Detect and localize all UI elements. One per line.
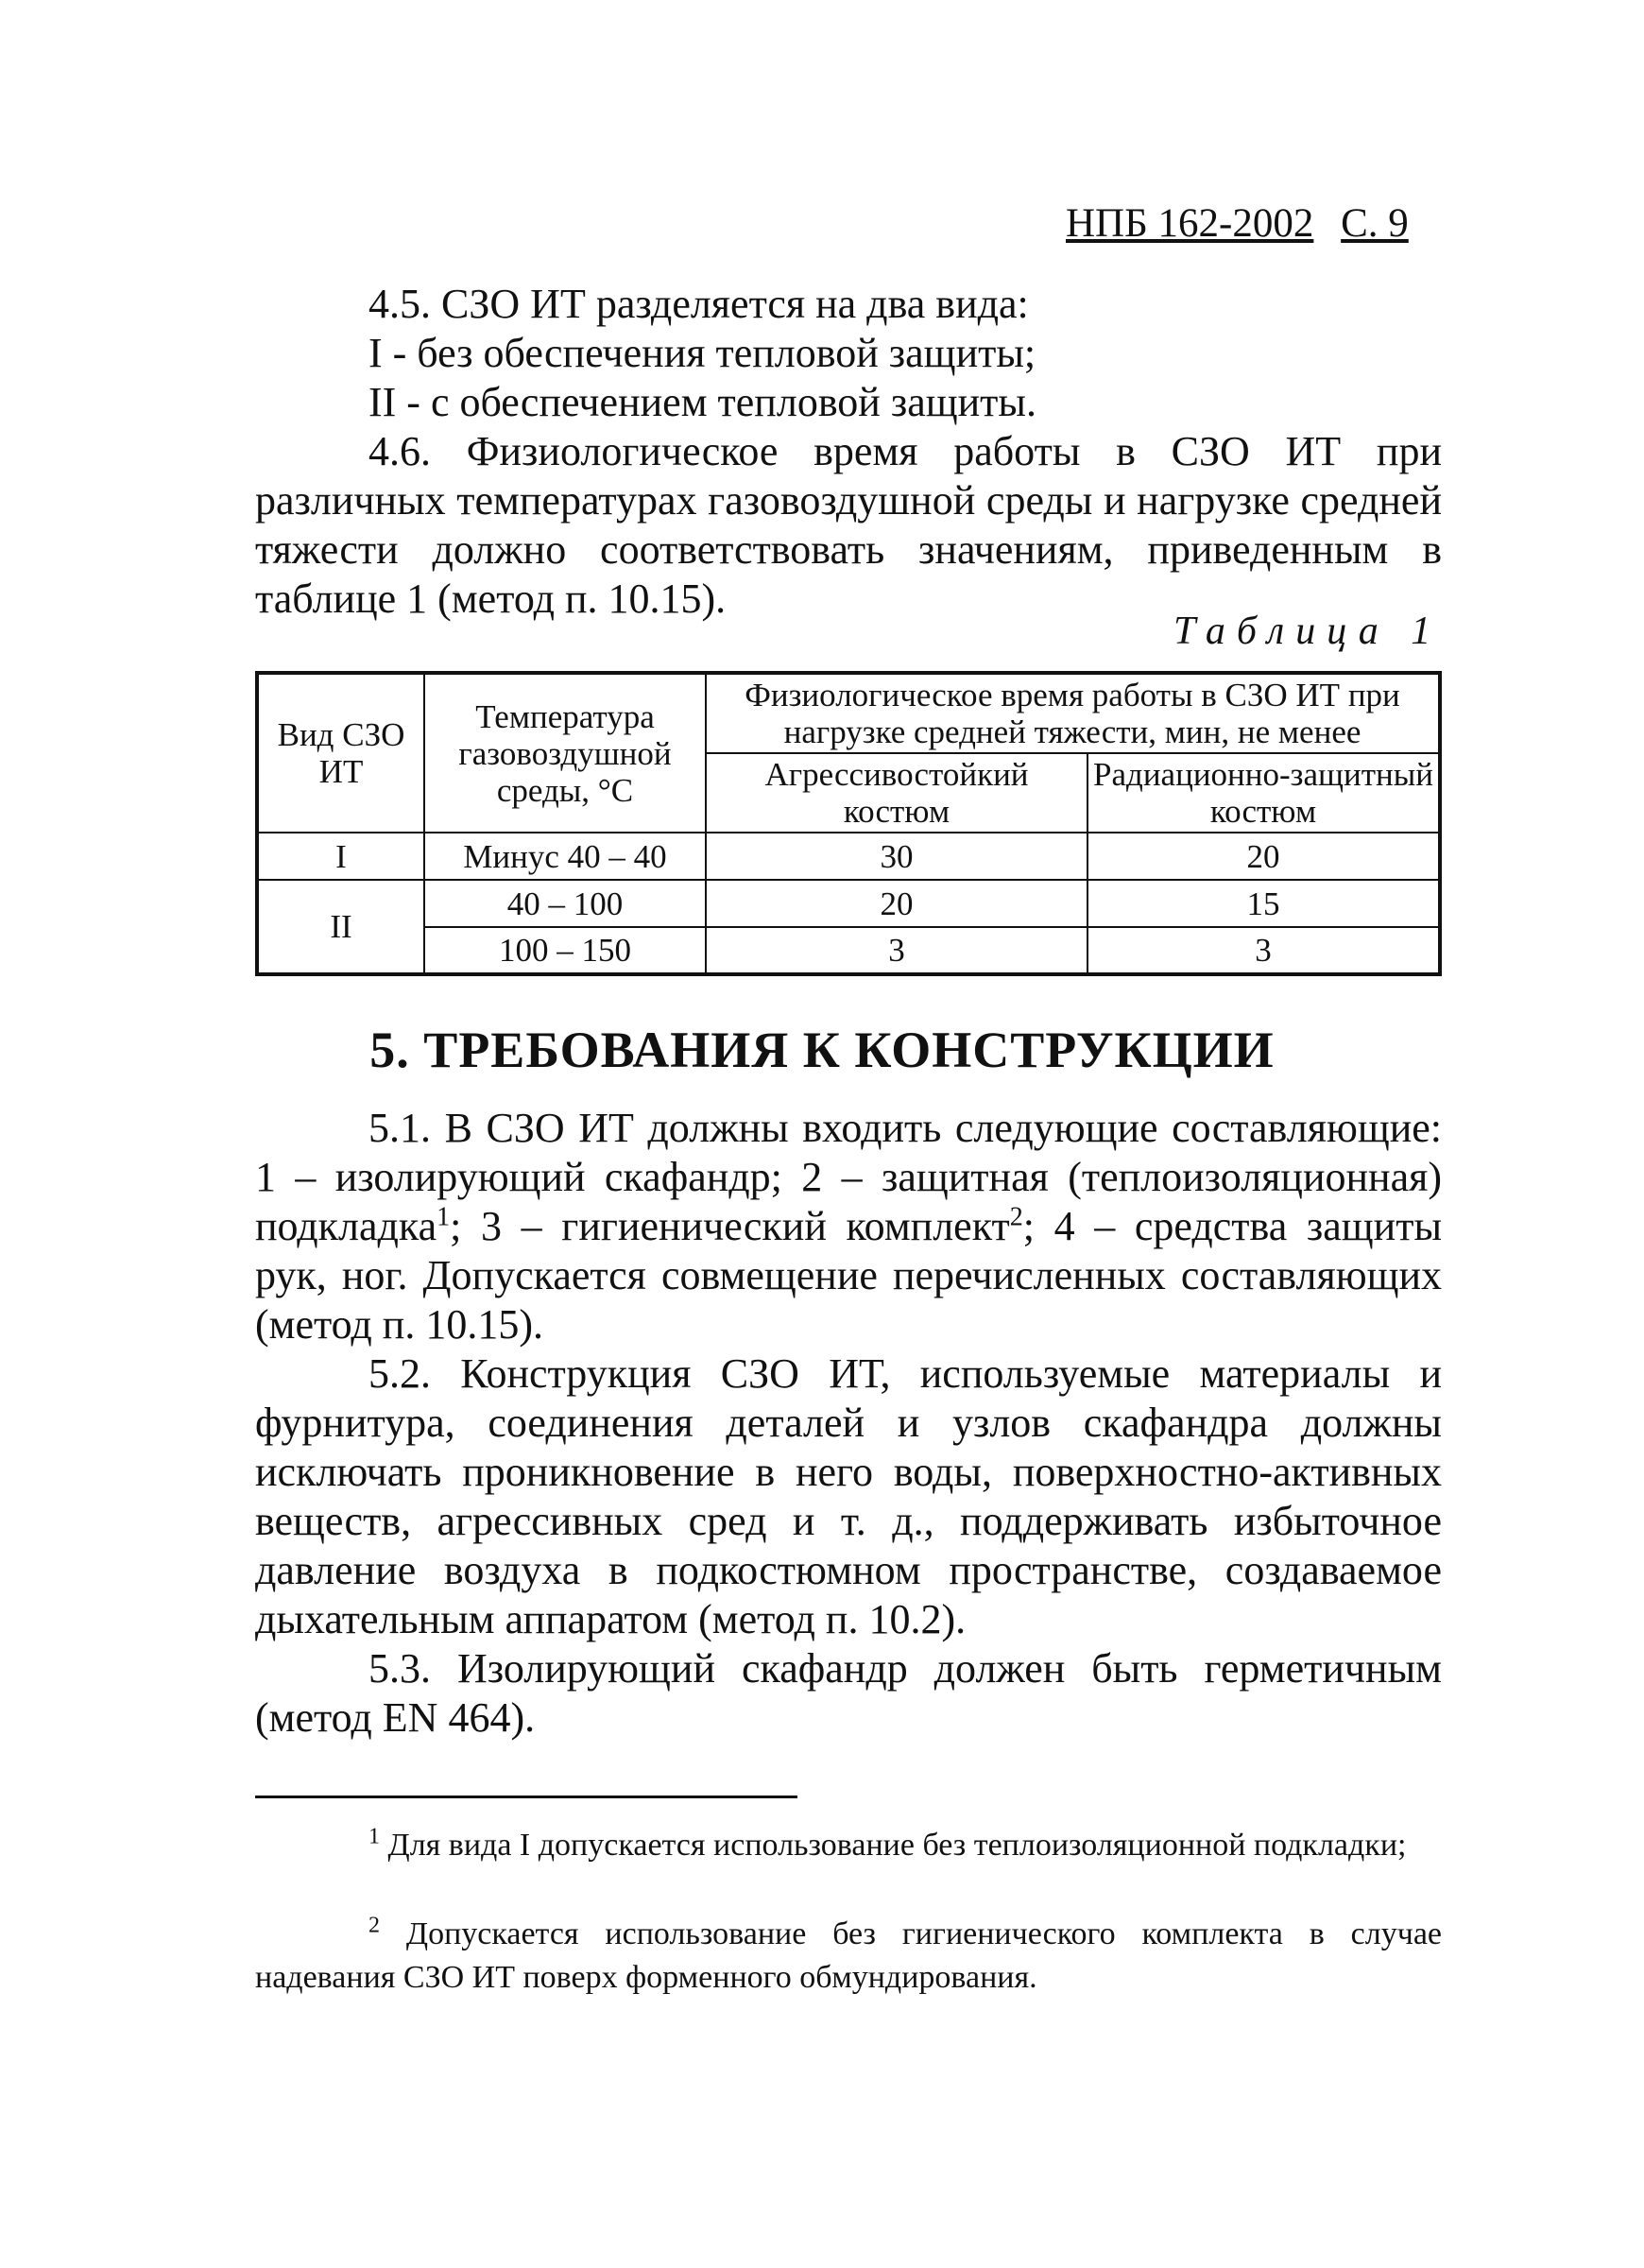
cell-type: II [257,880,424,974]
table-row [257,880,1440,927]
paragraph-5-1 [255,1104,1442,1349]
paragraph-5-3-text: 5.3. Изолирующий скафандр должен быть герметичным (метод EN 464). [255,1645,1442,1741]
cell-rad: 15 [1087,880,1440,927]
table-row [257,927,1440,974]
cell-rad: 20 [1087,833,1440,880]
footnote-ref: 1 [437,1202,451,1232]
footnote-mark: 1 [368,1824,380,1849]
footnote [255,1824,1442,1867]
paragraph-5-3 [255,1644,1442,1743]
header-time-group: Физиологическое время работы в СЗО ИТ при нагрузке средней тяжести, мин, не менее [706,673,1440,753]
header-type: Вид СЗО ИТ [257,673,424,833]
document-code: НПБ 162-2002 [1066,201,1314,246]
cell-aggr: 3 [706,927,1087,974]
footnote-mark: 2 [368,1913,380,1938]
cell-aggr: 20 [706,880,1087,927]
paragraph-5-2-text: 5.2. Конструкция СЗО ИТ, используемые материалы и фурнитура, соединения деталей и узлов скафандра должны исключать проникновение в него воды, поверхностно-активных веществ, агрессивных сред и т. д., поддерживать избыточное давление воздуха в подкостюмном пространстве, создаваемое дыхательным аппаратом (метод п. 10.2). [255,1350,1442,1642]
paragraph-5-1-part: 5.1. В СЗО ИТ должны входить следующие составляющие: 1 – изолирующий скафандр; 2 – защитная (теплоизоляционная) подкладка [255,1105,1442,1249]
table-caption: Таблица 1 [1173,610,1443,653]
paragraph-5-2 [255,1349,1442,1644]
table-1 [255,671,1442,976]
paragraph-5-1-part: ; 4 – средства защиты рук, ног. Допускается совмещение перечисленных составляющих (метод п. 10.15). [255,1203,1443,1348]
header-temp: Температура газовоздушной среды, °С [424,673,706,833]
paragraph-4-5-heading: 4.5. СЗО ИТ разделяется на два вида: [368,281,1029,327]
footnote [255,1913,1442,2000]
cell-temp: 40 – 100 [424,880,706,927]
section-title: 5. ТРЕБОВАНИЯ К КОНСТРУКЦИИ [369,1022,1275,1078]
footnote-ref: 2 [1009,1202,1023,1232]
cell-aggr: 30 [706,833,1087,880]
cell-temp: Минус 40 – 40 [424,833,706,880]
paragraph-4-6-text: 4.6. Физиологическое время работы в СЗО ИТ при различных температурах газовоздушной среды и нагрузке средней тяжести должно соответствовать значениям, приведенным в таблице 1 (метод п. 10.15). [255,428,1442,622]
table-row [257,833,1440,880]
footnote-divider [255,1796,797,1798]
footnote-text: Допускается использование без гигиенического комплекта в случае надевания СЗО ИТ поверх форменного обмундирования. [255,1916,1443,1995]
page-number: С. 9 [1341,201,1409,246]
list-item: II - с обеспечением тепловой защиты. [368,379,1036,425]
paragraph-4-6 [255,427,1442,624]
page-header [1066,200,1409,247]
footnote-text: Для вида I допускается использование без теплоизоляционной подкладки; [387,1828,1407,1863]
cell-rad: 3 [1087,927,1440,974]
cell-temp: 100 – 150 [424,927,706,974]
paragraph-4-5 [255,280,1442,427]
paragraph-5-1-part: ; 3 – гигиенический комплект [450,1203,1010,1249]
cell-type: I [257,833,424,880]
list-item: I - без обеспечения тепловой защиты; [368,330,1036,376]
header-rad: Радиационно-защитный костюм [1087,753,1440,833]
header-aggr: Агрессивостойкий костюм [706,753,1087,833]
